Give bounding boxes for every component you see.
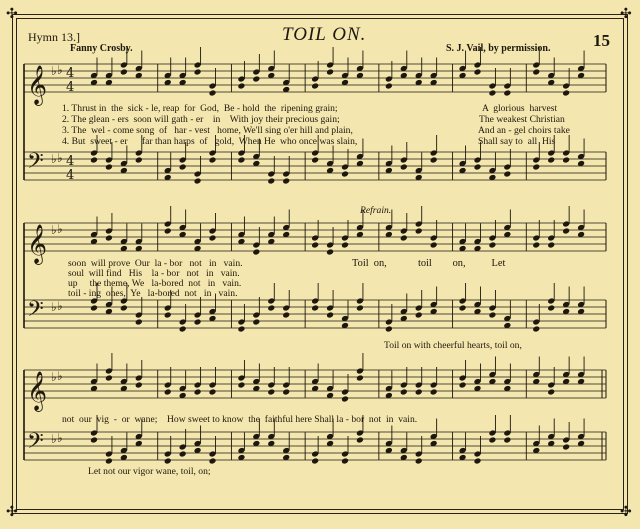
flat-sign-icon: ♭ (51, 64, 57, 79)
note-head (135, 319, 143, 326)
note-head (400, 164, 408, 171)
system2-line-3: up the theme, We la-bored not in vain. (68, 278, 242, 289)
note-head (311, 242, 319, 249)
note-head (459, 305, 467, 312)
note-head (194, 389, 202, 396)
note-head (164, 312, 172, 319)
flat-sign-icon: ♭ (51, 152, 57, 167)
note-head (503, 437, 511, 444)
flat-sign-icon: ♭ (51, 223, 57, 238)
note-head (237, 326, 245, 333)
note-head (562, 157, 570, 164)
bass-clef-icon: 𝄢 (27, 297, 44, 327)
note-head (326, 312, 334, 319)
flat-sign-icon: ♭ (57, 222, 63, 237)
refrain-upper-lyric: Toil on, toil on, Let (352, 258, 506, 269)
note-head (105, 235, 113, 242)
treble-clef-icon: 𝄞 (27, 65, 48, 105)
note-head (459, 382, 467, 389)
note-head (547, 389, 555, 396)
verse-3-right: And an - gel choirs take (478, 125, 570, 136)
note-head (547, 242, 555, 249)
note-head (474, 69, 482, 76)
note-head (385, 83, 393, 90)
corner-ornament-icon: ✣ (620, 7, 632, 22)
note-head (356, 437, 364, 444)
note-head (415, 389, 423, 396)
note-head (135, 382, 143, 389)
note-head (252, 76, 260, 83)
note-head (120, 69, 128, 76)
flat-sign-icon: ♭ (51, 432, 57, 447)
note-head (532, 69, 540, 76)
note-head (209, 235, 217, 242)
verse-4-right: Shall say to all His (478, 136, 556, 147)
note-head (488, 437, 496, 444)
note-head (341, 396, 349, 403)
treble-clef-icon: 𝄞 (27, 224, 48, 264)
note-head (90, 437, 98, 444)
note-head (311, 458, 319, 465)
note-head (311, 83, 319, 90)
system2-line-4: toil - ing ones, Ye la-bored not in vain. (68, 288, 238, 299)
note-head (209, 90, 217, 97)
note-head (474, 458, 482, 465)
note-head (532, 164, 540, 171)
time-signature: 4 (66, 66, 75, 81)
note-head (503, 171, 511, 178)
note-head (562, 228, 570, 235)
note-head (164, 389, 172, 396)
note-head (237, 83, 245, 90)
page-number: 15 (593, 31, 610, 50)
note-head (179, 326, 187, 333)
verse-1-left: 1. Thrust in the sick - le, reap for God, Be - hold the ripening grain; (62, 103, 338, 114)
note-head (282, 312, 290, 319)
note-head (326, 69, 334, 76)
note-head (341, 171, 349, 178)
note-head (400, 389, 408, 396)
note-head (547, 305, 555, 312)
corner-ornament-icon: ✣ (620, 505, 632, 520)
system2-line-2: soul will find His la - bor not in vain. (68, 268, 240, 279)
system2-line-1: soon will prove Our la - bor not in vain. (68, 258, 243, 269)
note-head (209, 458, 217, 465)
note-head (282, 389, 290, 396)
note-head (400, 235, 408, 242)
note-head (488, 90, 496, 97)
note-head (105, 458, 113, 465)
flat-sign-icon: ♭ (57, 151, 63, 166)
note-head (252, 249, 260, 256)
author-credit: Fanny Crosby. (70, 43, 133, 54)
system3-upper-lyric: not our vig - or wane; How sweet to know the faithful here Shall la - bor not in vain. (62, 414, 418, 425)
note-head (474, 164, 482, 171)
note-head (532, 326, 540, 333)
note-head (194, 178, 202, 185)
note-head (356, 375, 364, 382)
note-head (179, 164, 187, 171)
note-head (164, 458, 172, 465)
note-head (267, 305, 275, 312)
note-head (90, 305, 98, 312)
flat-sign-icon: ♭ (51, 300, 57, 315)
note-head (430, 157, 438, 164)
note-head (311, 157, 319, 164)
flat-sign-icon: ♭ (57, 369, 63, 384)
time-signature: 4 (66, 154, 75, 169)
note-head (209, 389, 217, 396)
verse-2-right: The weakest Christian (479, 114, 565, 125)
note-head (488, 312, 496, 319)
note-head (194, 69, 202, 76)
note-head (488, 242, 496, 249)
note-head (503, 90, 511, 97)
flat-sign-icon: ♭ (51, 370, 57, 385)
verse-1-right: A glorious harvest (482, 103, 558, 114)
note-head (252, 319, 260, 326)
note-head (105, 164, 113, 171)
note-head (237, 157, 245, 164)
page-title: TOIL ON. (282, 24, 367, 45)
note-head (90, 157, 98, 164)
hymn-label: Hymn 13.] (28, 30, 80, 44)
note-head (547, 157, 555, 164)
flat-sign-icon: ♭ (57, 431, 63, 446)
refrain-label: Refrain. (360, 205, 392, 216)
note-head (164, 228, 172, 235)
note-head (105, 375, 113, 382)
note-head (415, 312, 423, 319)
verse-3-left: 3. The wel - come song of har - vest home, We'll sing o'er hill and plain, (62, 125, 353, 136)
note-head (267, 178, 275, 185)
note-head (430, 242, 438, 249)
note-head (326, 249, 334, 256)
treble-clef-icon: 𝄞 (27, 371, 48, 411)
note-head (562, 444, 570, 451)
note-head (267, 389, 275, 396)
note-head (356, 305, 364, 312)
note-head (311, 305, 319, 312)
note-head (415, 458, 423, 465)
refrain-bass-lyric: Toil on with cheerful hearts, toil on, (384, 340, 522, 351)
note-head (135, 157, 143, 164)
bass-clef-icon: 𝄢 (27, 149, 44, 179)
note-head (209, 157, 217, 164)
note-head (532, 242, 540, 249)
note-head (385, 326, 393, 333)
note-head (341, 458, 349, 465)
flat-sign-icon: ♭ (57, 299, 63, 314)
system3-bass-lyric: Let not our vigor wane, toil, on; (88, 466, 211, 477)
time-signature: 4 (66, 80, 75, 95)
verse-2-left: 2. The glean - ers soon will gath - er in With joy their precious gain; (62, 114, 340, 125)
note-head (430, 389, 438, 396)
note-head (194, 319, 202, 326)
bass-clef-icon: 𝄢 (27, 429, 44, 459)
note-head (120, 305, 128, 312)
corner-ornament-icon: ✣ (6, 505, 18, 520)
note-head (179, 451, 187, 458)
note-head (282, 178, 290, 185)
note-head (562, 90, 570, 97)
corner-ornament-icon: ✣ (6, 7, 18, 22)
note-head (415, 228, 423, 235)
note-head (237, 382, 245, 389)
composer-credit: S. J. Vail, by permission. (446, 43, 551, 54)
note-head (341, 242, 349, 249)
time-signature: 4 (66, 168, 75, 183)
flat-sign-icon: ♭ (57, 63, 63, 78)
verse-4-left: 4. But sweet - er far than harps of gold, When He who once was slain, (62, 136, 358, 147)
